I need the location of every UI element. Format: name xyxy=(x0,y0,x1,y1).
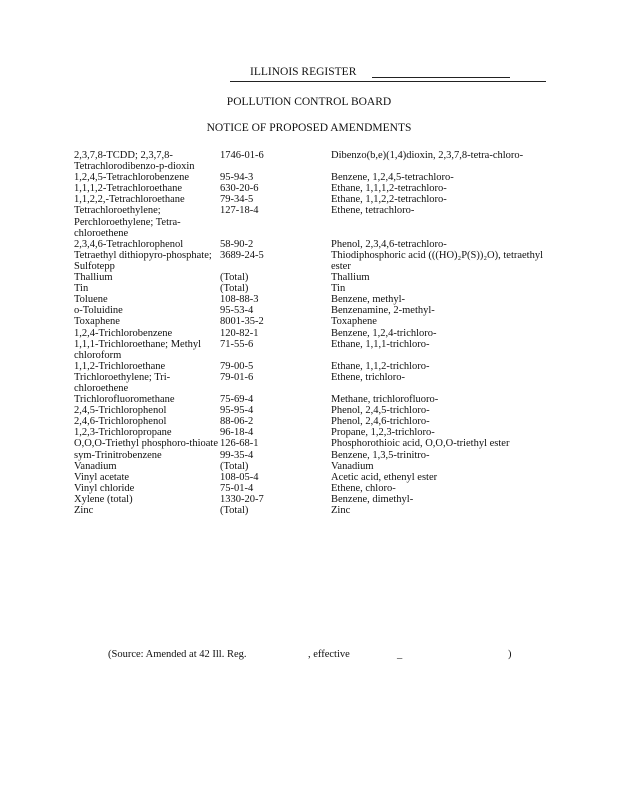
table-row xyxy=(74,305,554,316)
synonym: Dibenzo(b,e)(1,4)dioxin, 2,3,7,8-tetra-chloro- xyxy=(331,150,524,161)
cas-number: 95-94-3 xyxy=(220,172,254,184)
synonym: Benzene, methyl- xyxy=(331,294,406,306)
synonym: Phenol, 2,3,4,6-tetrachloro- xyxy=(331,238,447,250)
cas-number: 126-68-1 xyxy=(220,438,259,450)
constituent-name: O,O,O-Triethyl phosphoro-thioate xyxy=(74,438,218,450)
table-row xyxy=(74,394,554,405)
cas-number: 3689-24-5 xyxy=(220,249,264,261)
table-row xyxy=(74,494,554,505)
cas-number: 127-18-4 xyxy=(220,205,259,217)
constituent-name: 2,4,6-Trichlorophenol xyxy=(74,416,167,428)
synonym: Tin xyxy=(331,283,346,295)
cas-number: 95-95-4 xyxy=(220,405,254,417)
constituent-name: Zinc xyxy=(74,505,94,516)
cas-number: 108-05-4 xyxy=(220,471,259,483)
synonym: Ethene, chloro- xyxy=(331,482,396,494)
synonym: Ethane, 1,1,1-trichloro- xyxy=(331,338,430,350)
cas-number: (Total) xyxy=(220,505,249,516)
header-rule xyxy=(230,81,546,82)
table-row xyxy=(74,427,554,438)
cas-number: 1746-01-6 xyxy=(220,150,264,161)
constituent-name: Thallium xyxy=(74,272,113,284)
cas-number: 71-55-6 xyxy=(220,338,254,350)
constituent-name: Tin xyxy=(74,283,89,295)
notice-title: NOTICE OF PROPOSED AMENDMENTS xyxy=(206,122,412,134)
constituent-name: Toluene xyxy=(74,294,108,306)
synonym: Ethane, 1,1,2-trichloro- xyxy=(331,360,430,372)
cas-number: 630-20-6 xyxy=(220,183,259,195)
table-row xyxy=(74,316,554,327)
cas-number: 95-53-4 xyxy=(220,305,254,317)
table-row xyxy=(74,172,554,183)
table-row xyxy=(74,361,554,372)
synonym: Benzenamine, 2-methyl- xyxy=(331,305,435,317)
source-blank: _ xyxy=(397,649,403,660)
source-close-paren: ) xyxy=(508,649,512,660)
cas-number: 88-06-2 xyxy=(220,416,254,428)
constituent-name: Tetrachloroethylene; Perchloroethylene; Tetra-chloroethene xyxy=(74,205,181,239)
synonym: Benzene, 1,3,5-trinitro- xyxy=(331,449,430,461)
cas-number: (Total) xyxy=(220,460,249,472)
source-amended-text: (Source: Amended at 42 Ill. Reg. xyxy=(108,649,247,660)
constituent-name: 1,2,4,5-Tetrachlorobenzene xyxy=(74,172,190,184)
constituent-name: o-Toluidine xyxy=(74,305,123,317)
synonym: Phenol, 2,4,5-trichloro- xyxy=(331,405,430,417)
table-row xyxy=(74,339,554,361)
constituent-name: 1,1,1-Trichloroethane; Methyl chloroform xyxy=(74,338,202,361)
cas-number: (Total) xyxy=(220,272,249,284)
cas-number: 75-69-4 xyxy=(220,394,254,406)
constituent-name: Vinyl chloride xyxy=(74,482,135,494)
synonym: Ethane, 1,1,1,2-tetrachloro- xyxy=(331,183,447,195)
table-row xyxy=(74,250,554,272)
register-title: ILLINOIS REGISTER xyxy=(250,66,357,78)
constituent-name: Toxaphene xyxy=(74,316,120,328)
constituent-table xyxy=(74,150,554,516)
table-row xyxy=(74,205,554,238)
issue-blank-line xyxy=(372,77,510,78)
synonym: Propane, 1,2,3-trichloro- xyxy=(331,427,435,439)
cas-number: 99-35-4 xyxy=(220,449,254,461)
synonym: Acetic acid, ethenyl ester xyxy=(331,471,438,483)
synonym: Phosphorothioic acid, O,O,O-triethyl ester xyxy=(331,438,510,450)
cas-number: 8001-35-2 xyxy=(220,316,264,328)
constituent-name: 1,1,2-Trichloroethane xyxy=(74,360,166,372)
table-row xyxy=(74,183,554,194)
table-row xyxy=(74,294,554,305)
constituent-name: 1,1,1,2-Tetrachloroethane xyxy=(74,183,183,195)
table-row xyxy=(74,472,554,483)
synonym: Vanadium xyxy=(331,460,374,472)
constituent-name: Xylene (total) xyxy=(74,493,133,505)
table-row xyxy=(74,272,554,283)
constituent-name: 2,3,7,8-TCDD; 2,3,7,8-Tetrachlorodibenzo-p-dioxin xyxy=(74,150,195,173)
synonym: Zinc xyxy=(331,505,351,516)
synonym: Benzene, dimethyl- xyxy=(331,493,414,505)
synonym: Benzene, 1,2,4,5-tetrachloro- xyxy=(331,172,454,184)
cas-number: 75-01-4 xyxy=(220,482,254,494)
constituent-name: sym-Trinitrobenzene xyxy=(74,449,162,461)
synonym: Methane, trichlorofluoro- xyxy=(331,394,439,406)
synonym: Phenol, 2,4,6-trichloro- xyxy=(331,416,430,428)
table-row xyxy=(74,483,554,494)
table-row xyxy=(74,283,554,294)
constituent-name: 2,3,4,6-Tetrachlorophenol xyxy=(74,238,184,250)
constituent-name: Trichlorofluoromethane xyxy=(74,394,175,406)
board-title: POLLUTION CONTROL BOARD xyxy=(226,96,392,108)
table-row xyxy=(74,239,554,250)
synonym: Thiodiphosphoric acid (((HO)₂P(S))₂O), tetraethyl ester xyxy=(331,249,544,272)
constituent-name: Tetraethyl dithiopyro-phosphate; Sulfotepp xyxy=(74,249,212,272)
table-row xyxy=(74,461,554,472)
synonym: Ethene, trichloro- xyxy=(331,371,406,383)
table-row xyxy=(74,194,554,205)
cas-number: 96-18-4 xyxy=(220,427,254,439)
synonym: Thallium xyxy=(331,272,370,284)
cas-number: 79-34-5 xyxy=(220,194,254,206)
synonym: Toxaphene xyxy=(331,316,377,328)
synonym: Benzene, 1,2,4-trichloro- xyxy=(331,327,437,339)
table-row xyxy=(74,405,554,416)
table-row xyxy=(74,438,554,449)
constituent-name: 1,1,2,2,-Tetrachloroethane xyxy=(74,194,185,206)
constituent-name: 2,4,5-Trichlorophenol xyxy=(74,405,167,417)
table-row xyxy=(74,150,554,172)
synonym: Ethene, tetrachloro- xyxy=(331,205,415,217)
cas-number: 1330-20-7 xyxy=(220,493,264,505)
table-row xyxy=(74,416,554,427)
constituent-name: Trichloroethylene; Tri-chloroethene xyxy=(74,371,171,394)
cas-number: 79-00-5 xyxy=(220,360,254,372)
cas-number: 58-90-2 xyxy=(220,238,254,250)
constituent-name: Vinyl acetate xyxy=(74,471,130,483)
table-row xyxy=(74,450,554,461)
cas-number: 108-88-3 xyxy=(220,294,259,306)
table-row xyxy=(74,372,554,394)
source-effective-text: , effective xyxy=(308,649,350,660)
cas-number: 79-01-6 xyxy=(220,371,254,383)
constituent-name: Vanadium xyxy=(74,460,117,472)
table-row xyxy=(74,328,554,339)
table-row xyxy=(74,505,554,516)
cas-number: (Total) xyxy=(220,283,249,295)
synonym: Ethane, 1,1,2,2-tetrachloro- xyxy=(331,194,447,206)
constituent-name: 1,2,4-Trichlorobenzene xyxy=(74,327,173,339)
constituent-name: 1,2,3-Trichloropropane xyxy=(74,427,172,439)
cas-number: 120-82-1 xyxy=(220,327,259,339)
